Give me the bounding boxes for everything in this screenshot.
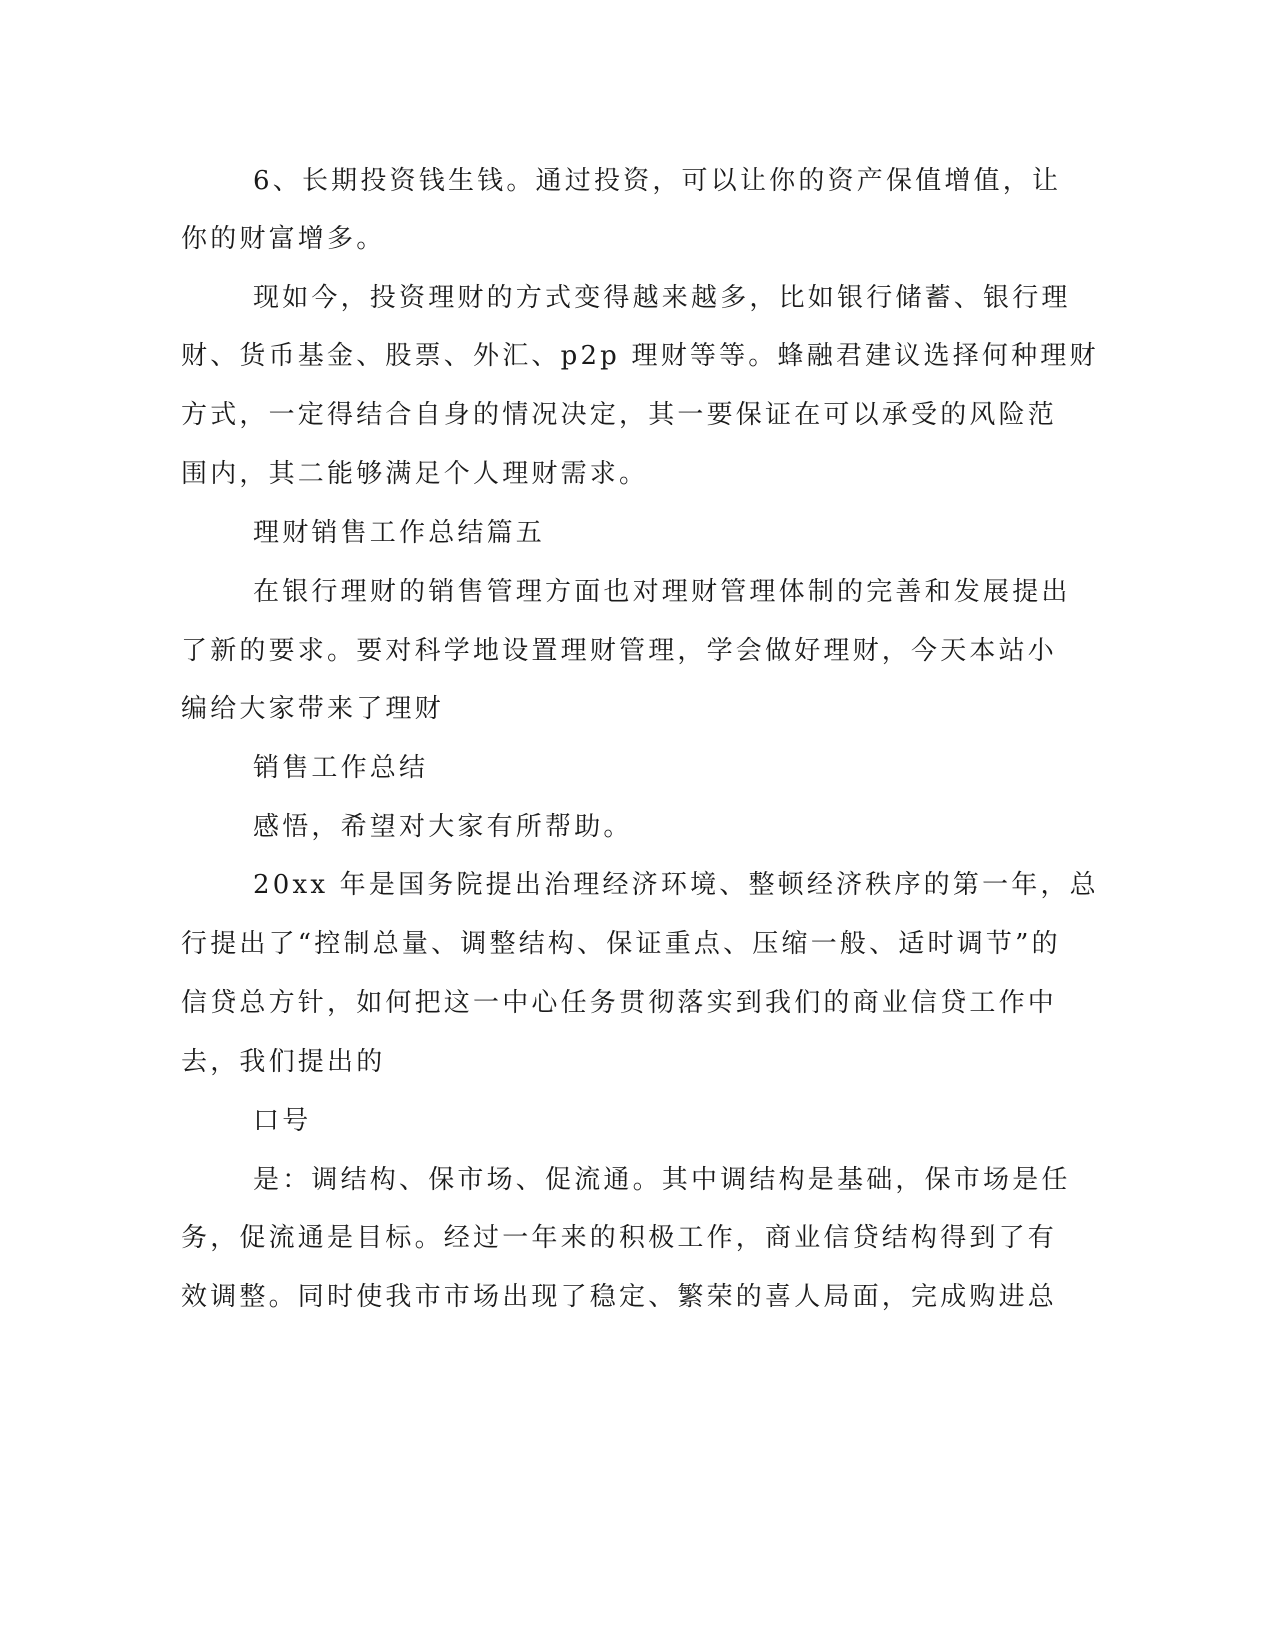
body-text-line: 去，我们提出的 <box>181 1047 386 1077</box>
body-text-line: 在银行理财的销售管理方面也对理财管理体制的完善和发展提出 <box>253 577 1071 607</box>
body-text-line: 编给大家带来了理财 <box>181 694 444 724</box>
body-text-line: 你的财富增多。 <box>181 224 386 254</box>
body-text-line: 口号 <box>253 1106 312 1136</box>
body-text-line: 信贷总方针，如何把这一中心任务贯彻落实到我们的商业信贷工作中 <box>181 988 1058 1018</box>
body-text-line: 围内，其二能够满足个人理财需求。 <box>181 459 649 489</box>
body-text-line: 效调整。同时使我市市场出现了稳定、繁荣的喜人局面，完成购进总 <box>181 1282 1058 1312</box>
body-text-line: 6、长期投资钱生钱。通过投资，可以让你的资产保值增值，让 <box>253 166 1062 196</box>
body-text-line: 感悟，希望对大家有所帮助。 <box>253 812 633 842</box>
body-text-line: 了新的要求。要对科学地设置理财管理，学会做好理财，今天本站小 <box>181 636 1058 666</box>
body-text-line: 20xx 年是国务院提出治理经济环境、整顿经济秩序的第一年，总 <box>253 870 1099 900</box>
body-text-line: 务，促流通是目标。经过一年来的积极工作，商业信贷结构得到了有 <box>181 1223 1058 1253</box>
body-text-line: 销售工作总结 <box>253 753 429 783</box>
section-heading: 理财销售工作总结篇五 <box>253 518 546 548</box>
body-text-line: 行提出了“控制总量、调整结构、保证重点、压缩一般、适时调节”的 <box>181 929 1061 959</box>
body-text-line: 是：调结构、保市场、促流通。其中调结构是基础，保市场是任 <box>253 1165 1071 1195</box>
body-text-line: 财、货币基金、股票、外汇、p2p 理财等等。蜂融君建议选择何种理财 <box>181 341 1099 371</box>
body-text-line: 方式，一定得结合自身的情况决定，其一要保证在可以承受的风险范 <box>181 400 1058 430</box>
body-text-line: 现如今，投资理财的方式变得越来越多，比如银行储蓄、银行理 <box>253 283 1071 313</box>
